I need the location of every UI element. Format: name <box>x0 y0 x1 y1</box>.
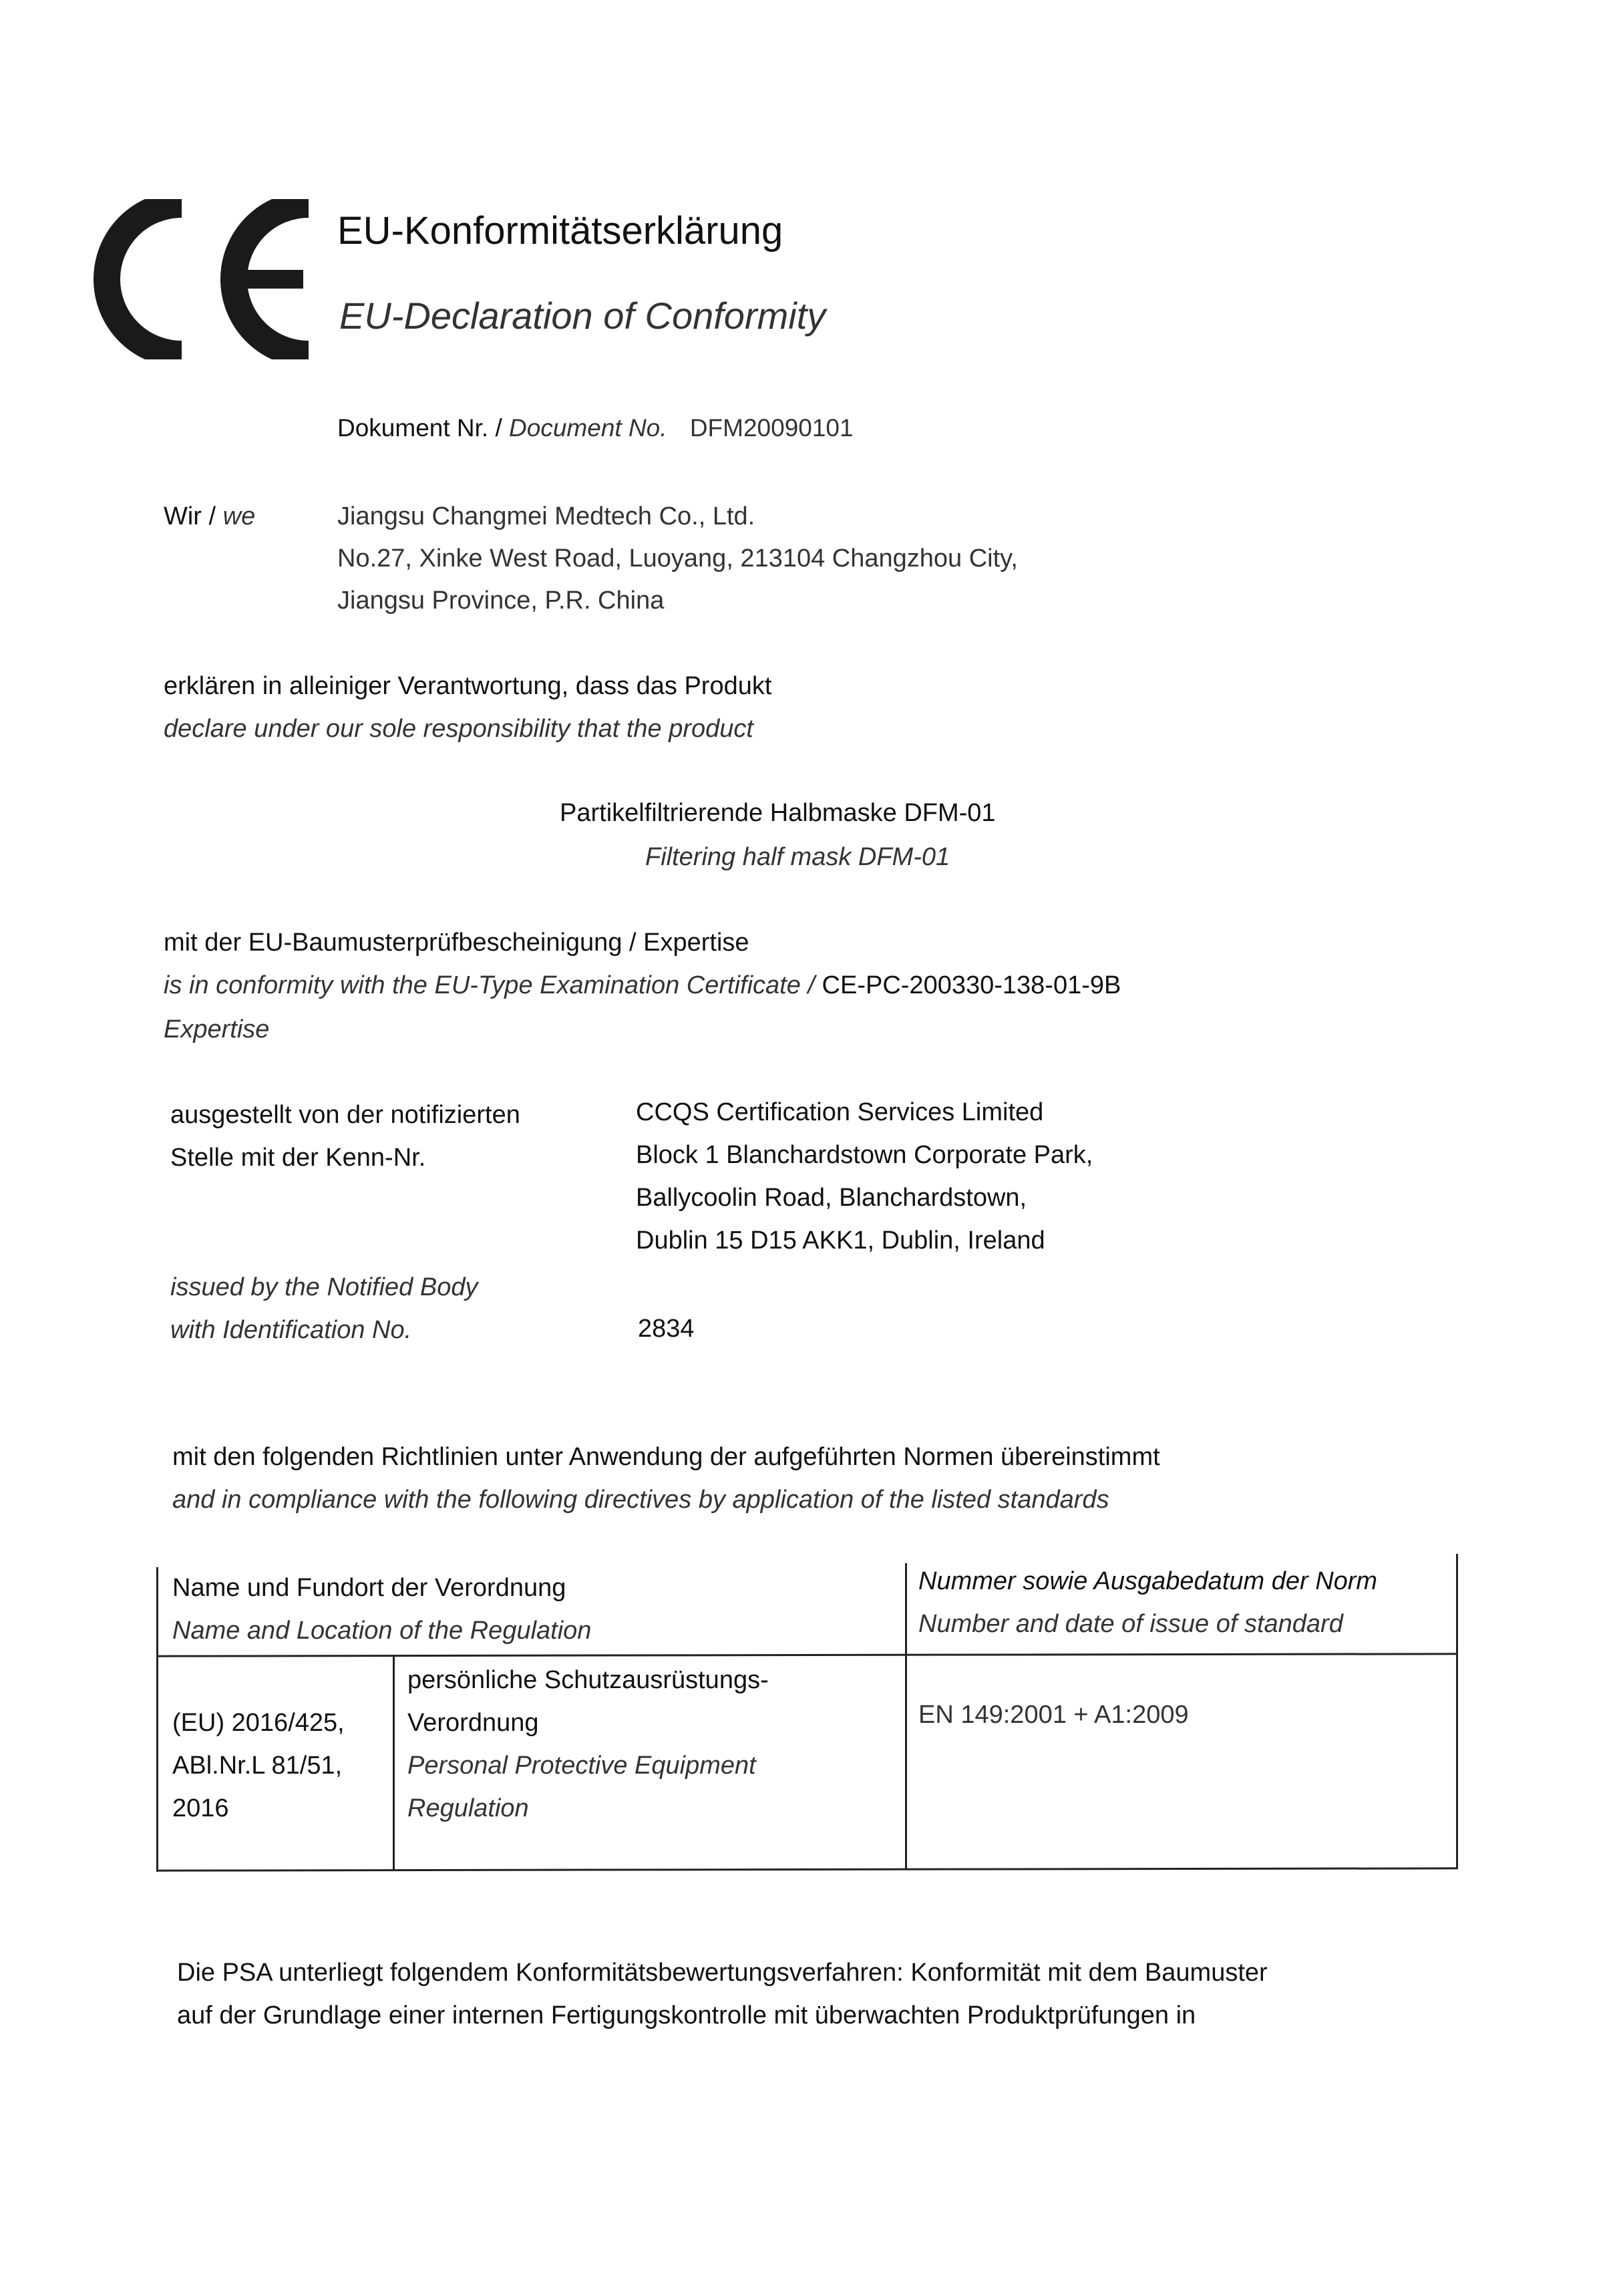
table-header-right-de: Nummer sowie Ausgabedatum der Norm <box>918 1567 1378 1595</box>
notified-body-id-number: 2834 <box>638 1315 695 1343</box>
table-header-left-de: Name und Fundort der Verordnung <box>172 1574 566 1602</box>
product-de: Partikelfiltrierende Halbmaske DFM-01 <box>560 799 996 827</box>
table-header-bottom <box>156 1653 1458 1657</box>
notified-body-address-3: Ballycoolin Road, Blanchardstown, <box>636 1184 1027 1212</box>
certificate-number: CE-PC-200330-138-01-9B <box>822 971 1121 999</box>
manufacturer-label-en: we <box>222 502 256 530</box>
table-border-bottom <box>156 1867 1458 1871</box>
certificate-en-cont: Expertise <box>164 1015 270 1043</box>
compliance-de: mit den folgenden Richtlinien unter Anwendung der aufgeführten Normen übereinstimmt <box>172 1443 1160 1471</box>
table-row-ref-3: 2016 <box>172 1794 229 1822</box>
table-divider-row-label <box>393 1655 395 1870</box>
ce-mark-logo <box>94 199 321 359</box>
table-row-name-de-2: Verordnung <box>407 1709 539 1737</box>
certificate-de: mit der EU-Baumusterprüfbescheinigung / Expertise <box>164 929 749 957</box>
table-row-name-de-1: persönliche Schutzausrüstungs- <box>407 1666 769 1694</box>
notified-body-label-en-2: with Identification No. <box>170 1316 412 1344</box>
procedure-line-2: auf der Grundlage einer internen Fertigungskontrolle mit überwachten Produktprüfungen in <box>177 2001 1196 2029</box>
table-header-left-en: Name and Location of the Regulation <box>172 1617 592 1645</box>
table-row-standard: EN 149:2001 + A1:2009 <box>918 1701 1189 1729</box>
table-row-name-en-1: Personal Protective Equipment <box>407 1752 756 1780</box>
manufacturer-label <box>164 502 255 531</box>
manufacturer-line-3: Jiangsu Province, P.R. China <box>337 587 665 615</box>
notified-body-label-de-1: ausgestellt von der notifizierten <box>170 1101 520 1129</box>
document-number-row <box>337 414 854 442</box>
document-label-de: Dokument Nr. / <box>337 414 502 442</box>
notified-body-address-2: Block 1 Blanchardstown Corporate Park, <box>636 1141 1093 1169</box>
table-row-ref-1: (EU) 2016/425, <box>172 1709 345 1737</box>
document-label-en: Document No. <box>509 414 667 442</box>
table-border-left <box>156 1567 158 1872</box>
manufacturer-line-1: Jiangsu Changmei Medtech Co., Ltd. <box>337 502 755 530</box>
notified-body-address-1: CCQS Certification Services Limited <box>636 1098 1044 1126</box>
notified-body-label-en-1: issued by the Notified Body <box>170 1273 478 1301</box>
declaration-en: declare under our sole responsibility that the product <box>164 715 753 743</box>
table-border-right <box>1456 1554 1458 1869</box>
title-de: EU-Konformitätserklärung <box>337 209 783 253</box>
declaration-de: erklären in alleiniger Verantwortung, dass das Produkt <box>164 672 772 700</box>
table-row-name-en-2: Regulation <box>407 1794 529 1822</box>
table-row-ref-2: ABl.Nr.L 81/51, <box>172 1752 343 1780</box>
table-divider-center <box>905 1563 907 1869</box>
product-en: Filtering half mask DFM-01 <box>645 843 950 871</box>
certificate-en-row <box>164 971 1121 1000</box>
title-en: EU-Declaration of Conformity <box>339 295 826 337</box>
manufacturer-line-2: No.27, Xinke West Road, Luoyang, 213104 Changzhou City, <box>337 544 1018 572</box>
table-header-right-en: Number and date of issue of standard <box>918 1610 1343 1638</box>
certificate-en: is in conformity with the EU-Type Examination Certificate / <box>164 971 815 999</box>
document-number: DFM20090101 <box>689 414 854 442</box>
procedure-line-1: Die PSA unterliegt folgendem Konformitätsbewertungsverfahren: Konformität mit dem Baumuster <box>177 1959 1268 1987</box>
notified-body-address-4: Dublin 15 D15 AKK1, Dublin, Ireland <box>636 1226 1045 1255</box>
notified-body-label-de-2: Stelle mit der Kenn-Nr. <box>170 1144 426 1172</box>
compliance-en: and in compliance with the following directives by application of the listed standards <box>172 1486 1109 1514</box>
manufacturer-label-de: Wir / <box>164 502 216 530</box>
